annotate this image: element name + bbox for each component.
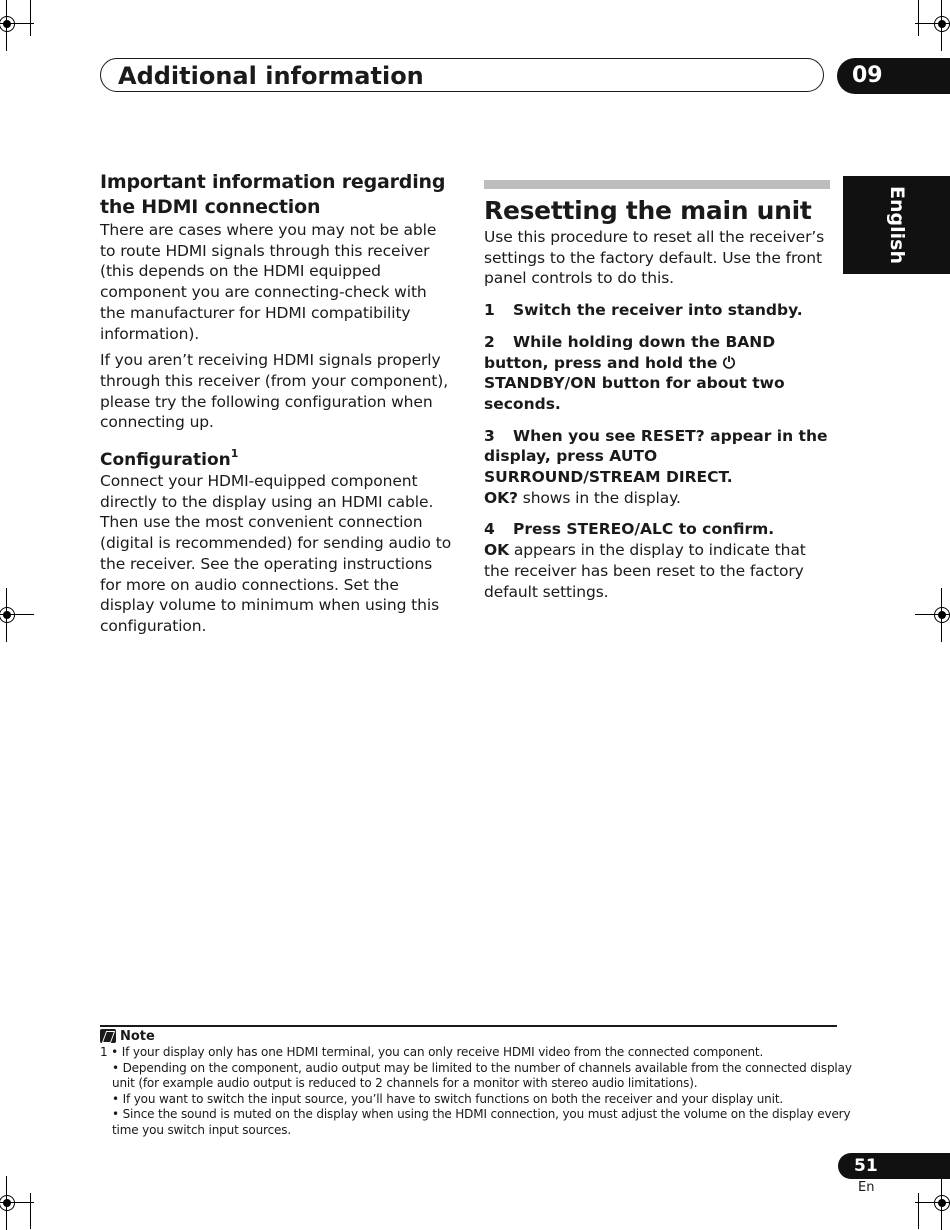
reset-intro: Use this procedure to reset all the receiver’s settings to the factory default. Use the front panel controls to do this. xyxy=(484,228,825,288)
step-4-result-keyword: OK xyxy=(484,541,509,560)
footnote-line: time you switch input sources. xyxy=(112,1122,292,1137)
trim-mark xyxy=(918,1193,919,1229)
page-number: 51 xyxy=(838,1153,950,1179)
registration-mark-icon xyxy=(0,600,22,630)
step-3-result-text: shows in the display. xyxy=(517,488,681,507)
registration-mark-icon xyxy=(0,1188,22,1218)
reset-section-heading: Resetting the main unit xyxy=(484,196,812,225)
step-number: 1 xyxy=(484,301,495,320)
step-4 xyxy=(484,519,834,540)
registration-mark-icon xyxy=(927,9,950,39)
configuration-heading-text: Configuration xyxy=(100,450,231,471)
footnote-line: • If you want to switch the input source, you’ll have to switch functions on both the receiver and your display unit. xyxy=(112,1091,784,1106)
footnotes xyxy=(100,1045,852,1139)
hdmi-paragraph-2: If you aren’t receiving HDMI signals properly through this receiver (from your component), please try the following configuration when connecting up. xyxy=(100,351,449,432)
page-title: Additional information xyxy=(118,62,424,90)
language-tab-label: English xyxy=(885,186,908,264)
note-divider xyxy=(100,1025,837,1027)
footnote-line: unit (for example audio output is reduced to 2 channels for a monitor with stereo audio limitations). xyxy=(112,1076,698,1091)
step-3-result xyxy=(484,488,834,509)
registration-mark-icon xyxy=(0,9,22,39)
left-column xyxy=(100,170,455,637)
hdmi-heading-line2: the HDMI connection xyxy=(100,196,321,218)
step-3-result-keyword: OK? xyxy=(484,488,518,507)
note-label: Note xyxy=(120,1028,155,1044)
hdmi-section-heading xyxy=(100,170,455,220)
step-text: When you see RESET? appear in the display, press AUTO SURROUND/STREAM DIRECT. xyxy=(484,426,828,487)
trim-mark xyxy=(30,1193,31,1229)
page-language-code: En xyxy=(858,1180,875,1195)
section-divider-bar xyxy=(484,180,830,189)
step-3 xyxy=(484,426,834,488)
trim-mark xyxy=(30,0,31,36)
step-number: 2 xyxy=(484,332,495,351)
step-4-result-text: appears in the display to indicate that the receiver has been reset to the factory default settings. xyxy=(484,541,806,601)
hdmi-heading-line1: Important information regarding xyxy=(100,171,446,193)
footnote-line: • Depending on the component, audio output may be limited to the number of channels available from the connected display xyxy=(112,1060,852,1075)
step-text: Switch the receiver into standby. xyxy=(513,301,803,320)
configuration-heading xyxy=(100,443,455,471)
trim-mark xyxy=(918,0,919,36)
step-text: Press STEREO/ALC to confirm. xyxy=(513,520,775,539)
hdmi-paragraph-1: There are cases where you may not be able to route HDMI signals through this receiver (this depends on the HDMI equipped component you are connecting-check with the manufacturer for HDMI compatibility information). xyxy=(100,221,437,343)
language-tab xyxy=(843,176,950,274)
registration-mark-icon xyxy=(927,600,950,630)
step-number: 3 xyxy=(484,426,495,445)
pencil-note-icon xyxy=(100,1029,116,1043)
footnote-line: • Since the sound is muted on the display when using the HDMI connection, you must adjust the volume on the display every xyxy=(112,1107,851,1122)
note-header xyxy=(100,1028,155,1044)
right-column xyxy=(484,180,834,602)
step-2 xyxy=(484,332,834,415)
step-text: While holding down the BAND button, press and hold the ⏻ STANDBY/ON button for about two seconds. xyxy=(484,332,785,413)
step-1 xyxy=(484,300,834,321)
footnote-line: 1 • If your display only has one HDMI terminal, you can only receive HDMI video from the connected component. xyxy=(100,1045,764,1059)
configuration-paragraph: Connect your HDMI-equipped component directly to the display using an HDMI cable. Then use the most convenient connection (digital is recommended) for sending audio to the receiver. See the operating instructions for more on audio connections. Set the display volume to minimum when using this configuration. xyxy=(100,472,452,635)
footnote-ref: 1 xyxy=(230,447,239,461)
chapter-number-tab: 09 xyxy=(837,58,950,94)
registration-mark-icon xyxy=(927,1188,950,1218)
step-number: 4 xyxy=(484,520,495,539)
step-4-result xyxy=(484,540,834,602)
